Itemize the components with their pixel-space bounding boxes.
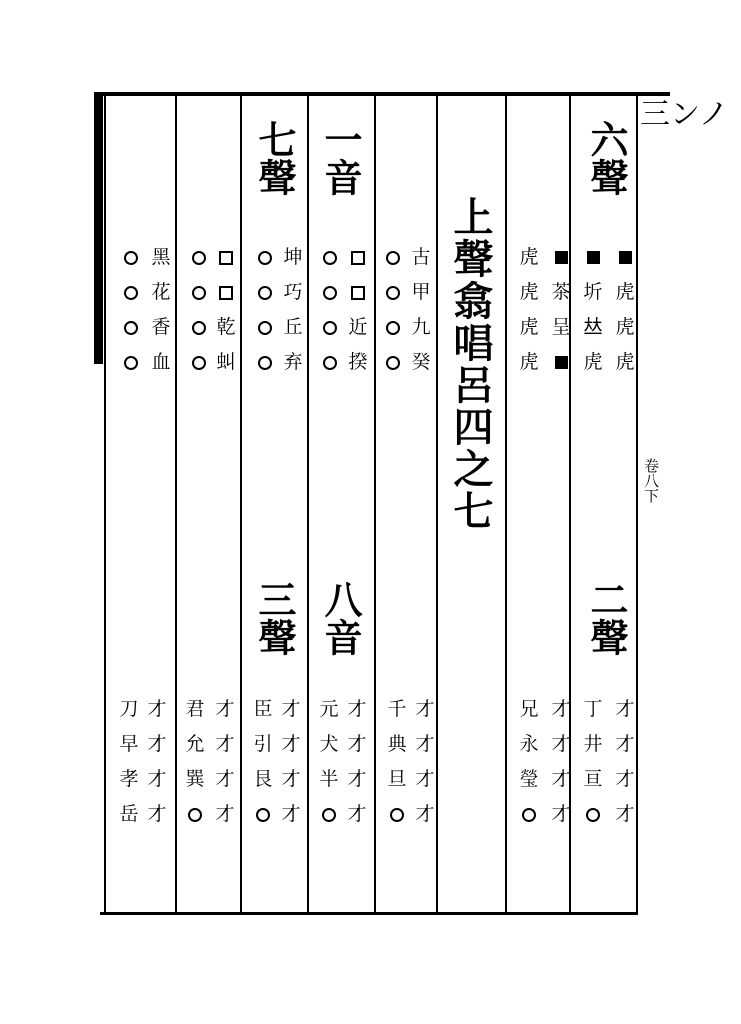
lower-rhyme-glyph: 瑩 <box>519 768 539 790</box>
lower-rhyme-column <box>212 692 238 832</box>
upper-rhyme-glyph: 花 <box>151 281 171 303</box>
upper-rhyme-glyph: 古 <box>411 246 431 268</box>
lower-rhyme-glyph: 才 <box>615 803 635 825</box>
lower-rhyme-column <box>384 692 410 832</box>
upper-rhyme-glyph <box>192 310 206 345</box>
lower-rhyme-glyph: 才 <box>215 768 235 790</box>
upper-rhyme-glyph <box>555 240 568 275</box>
upper-rhyme-column <box>580 240 606 380</box>
lower-rhyme-column <box>182 692 208 832</box>
lower-rhyme-glyph: 才 <box>215 698 235 720</box>
column-rule <box>307 96 309 912</box>
column-rule <box>240 96 242 912</box>
lower-rhyme-glyph: 才 <box>215 733 235 755</box>
lower-rhyme-glyph: 允 <box>185 733 205 755</box>
upper-rhyme-glyph: 虎 <box>519 246 539 268</box>
upper-rhyme-glyph <box>351 275 365 310</box>
lower-rhyme-glyph <box>390 797 404 832</box>
upper-rhyme-glyph <box>258 275 272 310</box>
lower-rhyme-glyph: 才 <box>415 698 435 720</box>
upper-rhyme-glyph: 虎 <box>519 281 539 303</box>
lower-rhyme-glyph: 才 <box>551 698 571 720</box>
lower-rhyme-column <box>278 692 304 832</box>
column-rule <box>505 96 507 912</box>
lower-rhyme-glyph: 才 <box>147 803 167 825</box>
upper-rhyme-glyph <box>386 240 400 275</box>
lower-rhyme-glyph: 君 <box>185 698 205 720</box>
upper-rhyme-glyph <box>124 345 138 380</box>
lower-rhyme-glyph <box>188 797 202 832</box>
upper-rhyme-glyph <box>219 240 233 275</box>
column-rule <box>374 96 376 912</box>
upper-rhyme-column <box>213 240 239 380</box>
upper-rhyme-glyph <box>386 310 400 345</box>
upper-rhyme-glyph <box>619 240 632 275</box>
lower-rhyme-glyph: 刀 <box>119 698 139 720</box>
upper-rhyme-glyph <box>258 240 272 275</box>
bottom-border-rule <box>100 912 638 915</box>
lower-rhyme-glyph: 才 <box>551 768 571 790</box>
upper-rhyme-glyph <box>351 240 365 275</box>
header-ba-yin: 八音 <box>318 580 363 656</box>
lower-rhyme-glyph <box>586 797 600 832</box>
lower-rhyme-glyph: 永 <box>519 733 539 755</box>
lower-rhyme-glyph: 元 <box>319 698 339 720</box>
lower-rhyme-column <box>548 692 574 832</box>
upper-rhyme-column <box>408 240 434 380</box>
chapter-label: 卷八下 <box>642 458 660 503</box>
upper-rhyme-glyph <box>192 275 206 310</box>
lower-rhyme-glyph: 早 <box>119 733 139 755</box>
lower-rhyme-glyph: 才 <box>347 803 367 825</box>
upper-rhyme-glyph: 呈 <box>551 316 571 338</box>
upper-rhyme-glyph <box>192 240 206 275</box>
lower-rhyme-column <box>144 692 170 832</box>
upper-rhyme-column <box>186 240 212 380</box>
lower-rhyme-glyph: 才 <box>347 768 367 790</box>
lower-rhyme-column <box>516 692 542 832</box>
header-san-sheng: 三聲 <box>252 580 297 656</box>
lower-rhyme-glyph <box>322 797 336 832</box>
top-border-rule <box>98 92 670 96</box>
lower-rhyme-glyph: 半 <box>319 768 339 790</box>
upper-rhyme-glyph <box>258 345 272 380</box>
upper-rhyme-glyph <box>555 345 568 380</box>
lower-rhyme-glyph: 才 <box>551 733 571 755</box>
upper-rhyme-glyph: 九 <box>411 316 431 338</box>
lower-rhyme-glyph: 亘 <box>583 768 603 790</box>
margin-head-fragment: 三ンノ <box>640 97 729 132</box>
upper-rhyme-glyph: 揆 <box>348 351 368 373</box>
upper-rhyme-glyph: 乾 <box>216 316 236 338</box>
lower-rhyme-glyph: 才 <box>147 698 167 720</box>
upper-rhyme-glyph <box>124 240 138 275</box>
upper-rhyme-column <box>548 240 574 380</box>
upper-rhyme-glyph <box>386 345 400 380</box>
upper-rhyme-glyph <box>323 345 337 380</box>
column-rule <box>104 96 106 912</box>
upper-rhyme-glyph <box>124 275 138 310</box>
upper-rhyme-column <box>516 240 542 380</box>
upper-rhyme-column <box>380 240 406 380</box>
upper-rhyme-glyph: 香 <box>151 316 171 338</box>
header-yi-yin: 一音 <box>318 120 363 196</box>
upper-rhyme-glyph: 虎 <box>519 351 539 373</box>
lower-rhyme-glyph: 才 <box>415 768 435 790</box>
section-title: 上聲翕唱呂四之七 <box>447 196 494 532</box>
upper-rhyme-glyph: 近 <box>348 316 368 338</box>
lower-rhyme-glyph <box>522 797 536 832</box>
lower-rhyme-glyph: 才 <box>551 803 571 825</box>
column-rule <box>175 96 177 912</box>
upper-rhyme-glyph: 虎 <box>615 351 635 373</box>
upper-rhyme-glyph: 虎 <box>583 351 603 373</box>
header-liu-sheng: 六聲 <box>584 120 629 196</box>
lower-rhyme-glyph: 才 <box>147 733 167 755</box>
lower-rhyme-column <box>116 692 142 832</box>
upper-rhyme-glyph <box>192 345 206 380</box>
lower-rhyme-column <box>580 692 606 832</box>
upper-rhyme-glyph: 𠀤 <box>583 316 603 338</box>
lower-rhyme-glyph: 才 <box>281 803 301 825</box>
upper-rhyme-glyph: 茶 <box>551 281 571 303</box>
upper-rhyme-glyph: 虎 <box>615 316 635 338</box>
lower-rhyme-glyph: 引 <box>253 733 273 755</box>
lower-rhyme-glyph: 才 <box>615 768 635 790</box>
upper-rhyme-glyph <box>124 310 138 345</box>
lower-rhyme-glyph: 兄 <box>519 698 539 720</box>
lower-rhyme-glyph: 才 <box>147 768 167 790</box>
upper-rhyme-glyph <box>386 275 400 310</box>
upper-rhyme-column <box>118 240 144 380</box>
upper-rhyme-glyph: 血 <box>151 351 171 373</box>
upper-rhyme-glyph: 癸 <box>411 351 431 373</box>
upper-rhyme-glyph <box>323 240 337 275</box>
lower-rhyme-glyph: 才 <box>415 733 435 755</box>
lower-rhyme-glyph: 丁 <box>583 698 603 720</box>
lower-rhyme-column <box>344 692 370 832</box>
header-er-sheng: 二聲 <box>584 580 629 656</box>
upper-rhyme-column <box>317 240 343 380</box>
lower-rhyme-glyph: 孝 <box>119 768 139 790</box>
header-qi-sheng: 七聲 <box>252 120 297 196</box>
lower-rhyme-glyph: 才 <box>215 803 235 825</box>
lower-rhyme-glyph: 才 <box>415 803 435 825</box>
lower-rhyme-glyph: 艮 <box>253 768 273 790</box>
upper-rhyme-glyph <box>323 310 337 345</box>
lower-rhyme-column <box>412 692 438 832</box>
lower-rhyme-glyph: 巽 <box>185 768 205 790</box>
lower-rhyme-column <box>316 692 342 832</box>
lower-rhyme-glyph <box>256 797 270 832</box>
lower-rhyme-glyph: 臣 <box>253 698 273 720</box>
upper-rhyme-column <box>612 240 638 380</box>
upper-rhyme-glyph <box>587 240 600 275</box>
lower-rhyme-glyph: 犬 <box>319 733 339 755</box>
left-edge-bar <box>94 92 103 364</box>
lower-rhyme-glyph: 典 <box>387 733 407 755</box>
lower-rhyme-glyph: 才 <box>347 733 367 755</box>
upper-rhyme-glyph: 弃 <box>283 351 303 373</box>
upper-rhyme-glyph <box>323 275 337 310</box>
upper-rhyme-column <box>345 240 371 380</box>
lower-rhyme-glyph: 才 <box>347 698 367 720</box>
lower-rhyme-glyph: 才 <box>615 698 635 720</box>
upper-rhyme-glyph: 虎 <box>519 316 539 338</box>
upper-rhyme-glyph: 黑 <box>151 246 171 268</box>
upper-rhyme-glyph: 甲 <box>411 281 431 303</box>
lower-rhyme-glyph: 旦 <box>387 768 407 790</box>
lower-rhyme-glyph: 井 <box>583 733 603 755</box>
upper-rhyme-glyph: 虎 <box>615 281 635 303</box>
lower-rhyme-glyph: 才 <box>281 768 301 790</box>
upper-rhyme-glyph: 圻 <box>583 281 603 303</box>
lower-rhyme-glyph: 岳 <box>119 803 139 825</box>
upper-rhyme-glyph <box>219 275 233 310</box>
upper-rhyme-glyph: 巧 <box>283 281 303 303</box>
upper-rhyme-glyph: 丘 <box>283 316 303 338</box>
upper-rhyme-column <box>148 240 174 380</box>
lower-rhyme-column <box>612 692 638 832</box>
upper-rhyme-column <box>280 240 306 380</box>
upper-rhyme-glyph: 坤 <box>283 246 303 268</box>
lower-rhyme-glyph: 才 <box>615 733 635 755</box>
lower-rhyme-glyph: 才 <box>281 733 301 755</box>
upper-rhyme-glyph: 虯 <box>216 351 236 373</box>
lower-rhyme-glyph: 才 <box>281 698 301 720</box>
upper-rhyme-glyph <box>258 310 272 345</box>
upper-rhyme-column <box>252 240 278 380</box>
lower-rhyme-glyph: 千 <box>387 698 407 720</box>
lower-rhyme-column <box>250 692 276 832</box>
